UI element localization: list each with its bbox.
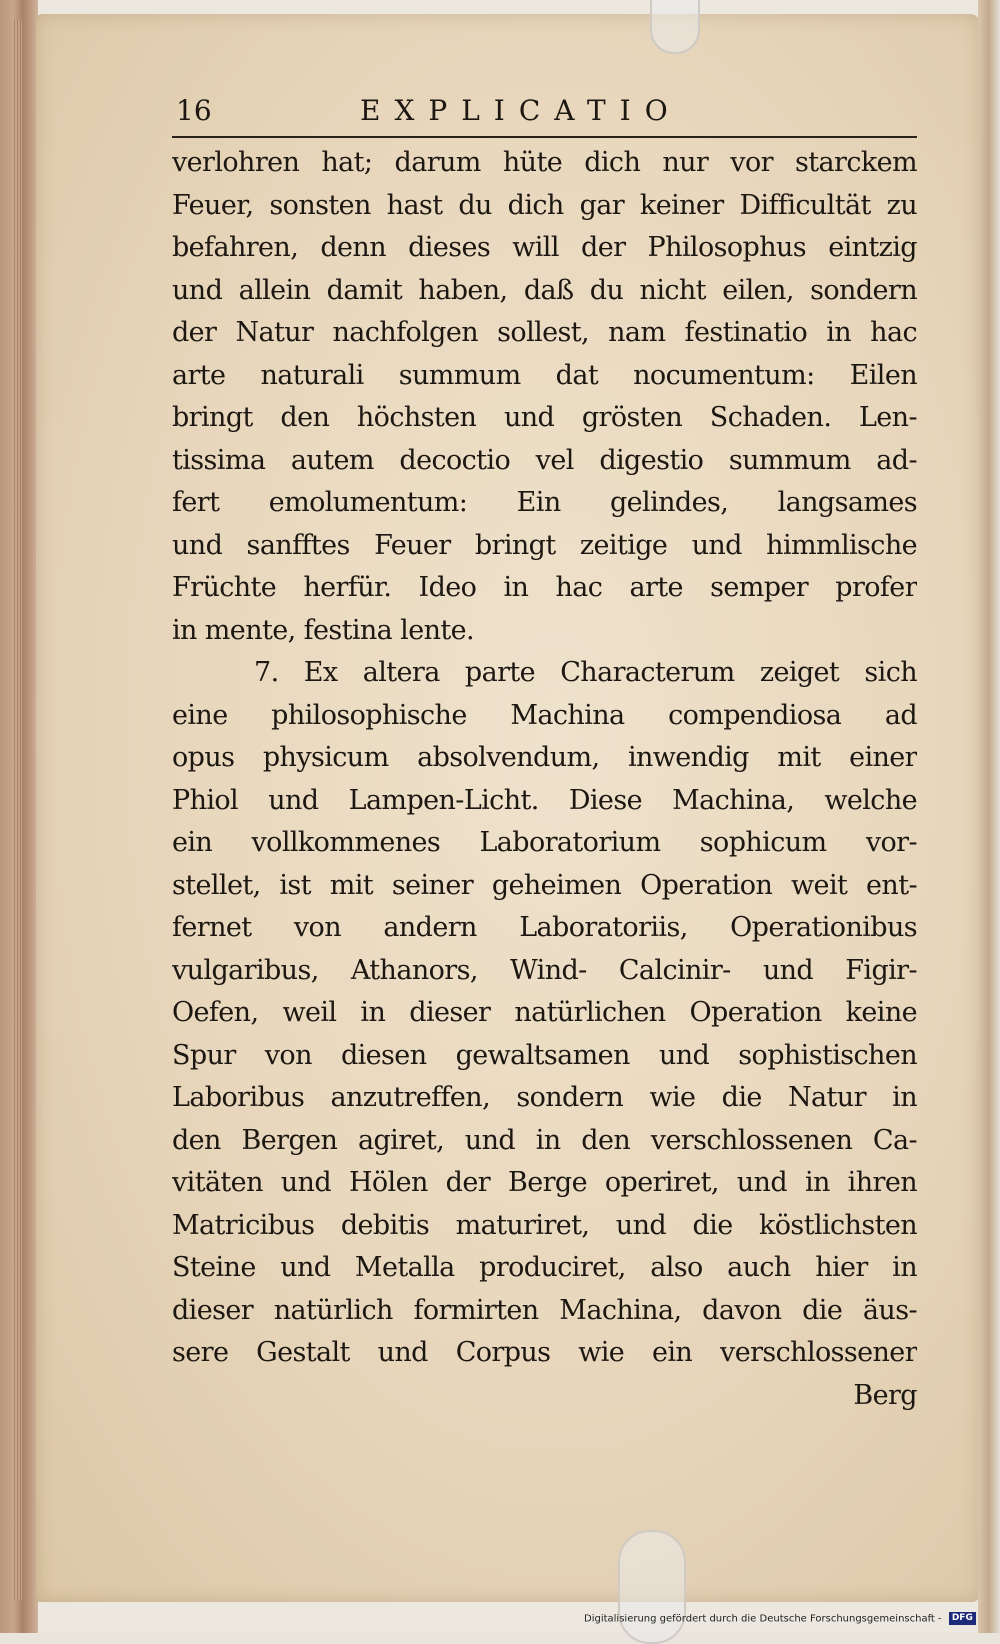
digitization-credit: [584, 1612, 976, 1630]
text-line: Feuer, sonsten hast du dich gar keiner Difficultät zu: [172, 189, 917, 221]
page-stack-lines: [12, 20, 22, 1600]
text-line: Spur von diesen gewaltsamen und sophistischen: [172, 1039, 917, 1071]
text-line: und sanfftes Feuer bringt zeitige und himmlische: [172, 529, 917, 561]
text-line: Laboribus anzutreffen, sondern wie die Natur in: [172, 1082, 917, 1113]
text-line: fert emolumentum: Ein gelindes, langsames: [172, 487, 917, 518]
text-line: Steine und Metalla produciret, also auch hier in: [172, 1252, 917, 1283]
text-line: 7. Ex altera parte Characterum zeiget sich: [254, 657, 917, 688]
page-header: [172, 92, 917, 138]
text-line: in mente, festina lente.: [172, 614, 474, 646]
body-text: [172, 142, 917, 1417]
text-line: Früchte herfür. Ideo in hac arte semper profer: [172, 572, 917, 603]
text-line: vitäten und Hölen der Berge operiret, und in ihren: [172, 1167, 917, 1198]
text-line: arte naturali summum dat nocumentum: Eilen: [172, 359, 917, 391]
text-line: sere Gestalt und Corpus wie ein verschlossener: [172, 1337, 917, 1368]
text-line: verlohren hat; darum hüte dich nur vor starckem: [172, 147, 917, 178]
text-line: Berg: [853, 1379, 917, 1411]
text-line: der Natur nachfolgen sollest, nam festinatio in hac: [172, 317, 917, 348]
text-line: befahren, denn dieses will der Philosophus eintzig: [172, 232, 917, 263]
text-line: eine philosophische Machina compendiosa ad: [172, 699, 917, 731]
text-line: dieser natürlich formirten Machina, davon die äus-: [172, 1294, 917, 1326]
text-line: fernet von andern Laboratoriis, Operationibus: [172, 912, 917, 943]
text-line: Oefen, weil in dieser natürlichen Operation keine: [172, 997, 917, 1028]
text-line: opus physicum absolvendum, inwendig mit einer: [172, 742, 917, 773]
dfg-logo: DFG: [949, 1612, 976, 1625]
text-line: und allein damit haben, daß du nicht eilen, sondern: [172, 274, 917, 306]
running-head: EXPLICATIO: [360, 94, 682, 127]
glass-clip-top: [650, 0, 700, 54]
page-number: 16: [176, 94, 212, 127]
right-page-edge: [978, 0, 1000, 1633]
text-line: bringt den höchsten und grösten Schaden. Len-: [172, 402, 917, 433]
page-text-block: [172, 92, 917, 1417]
text-line: Matricibus debitis maturiret, und die köstlichsten: [172, 1209, 917, 1241]
text-line: stellet, ist mit seiner geheimen Operation weit ent-: [172, 869, 917, 901]
text-line: tissima autem decoctio vel digestio summum ad-: [172, 444, 917, 476]
text-line: vulgaribus, Athanors, Wind- Calcinir- und Figir-: [172, 954, 917, 986]
text-line: ein vollkommenes Laboratorium sophicum vor-: [172, 827, 917, 858]
text-line: den Bergen agiret, und in den verschlossenen Ca-: [172, 1124, 917, 1156]
credit-text: Digitalisierung gefördert durch die Deutsche Forschungsgemeinschaft -: [584, 1613, 942, 1625]
text-line: Phiol und Lampen-Licht. Diese Machina, welche: [172, 784, 917, 816]
